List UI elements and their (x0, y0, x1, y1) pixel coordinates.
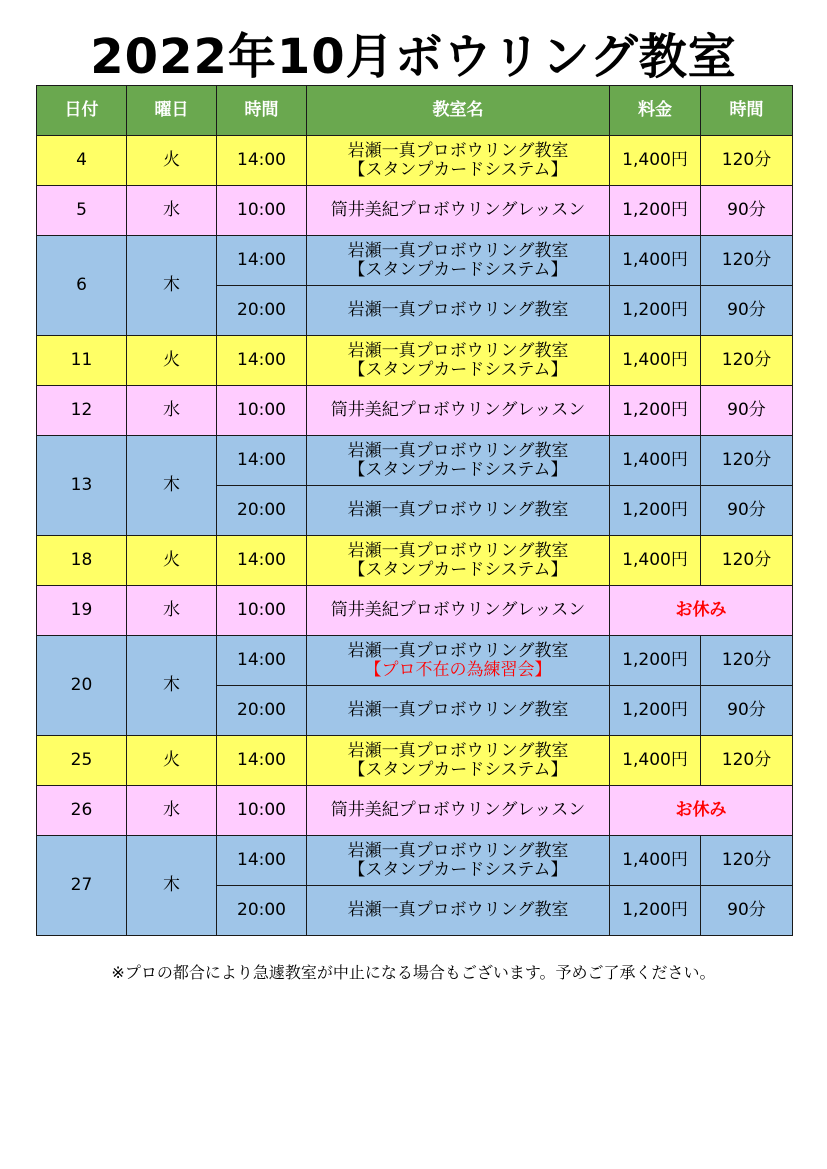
class-cell (307, 786, 610, 836)
class-cell (307, 836, 610, 886)
class-name: 岩瀬一真プロボウリング教室 (347, 540, 569, 561)
fee-cell: 1,200円 (610, 386, 701, 436)
date-cell: 20 (37, 636, 127, 736)
weekday-cell: 火 (127, 736, 217, 786)
class-note: 【スタンプカードシステム】 (348, 559, 568, 580)
time-cell: 14:00 (217, 736, 307, 786)
class-cell (307, 336, 610, 386)
weekday-cell: 水 (127, 186, 217, 236)
date-cell: 13 (37, 436, 127, 536)
class-cell (307, 686, 610, 736)
class-note: 【スタンプカードシステム】 (348, 159, 568, 180)
footnote: ※プロの都合により急遽教室が中止になる場合もございます。予めご了承ください。 (111, 963, 716, 982)
duration-cell: 120分 (701, 236, 793, 286)
fee-cell: 1,200円 (610, 886, 701, 936)
schedule-body (37, 136, 793, 936)
time-cell: 14:00 (217, 436, 307, 486)
time-cell: 20:00 (217, 486, 307, 536)
class-name: 筒井美紀プロボウリングレッスン (330, 800, 586, 820)
class-name: 岩瀬一真プロボウリング教室 (347, 700, 569, 720)
class-name: 筒井美紀プロボウリングレッスン (330, 600, 586, 620)
table-row (37, 786, 793, 836)
table-row (37, 536, 793, 586)
class-name: 筒井美紀プロボウリングレッスン (330, 400, 586, 420)
duration-cell: 120分 (701, 636, 793, 686)
duration-cell: 90分 (701, 186, 793, 236)
class-name: 岩瀬一真プロボウリング教室 (347, 500, 569, 520)
date-cell: 12 (37, 386, 127, 436)
time-cell: 10:00 (217, 586, 307, 636)
class-cell (307, 636, 610, 686)
date-cell: 5 (37, 186, 127, 236)
closed-cell: お休み (610, 586, 793, 636)
duration-cell: 90分 (701, 286, 793, 336)
table-row (37, 336, 793, 386)
weekday-cell: 火 (127, 536, 217, 586)
class-cell (307, 436, 610, 486)
fee-cell: 1,400円 (610, 436, 701, 486)
schedule-table (36, 85, 793, 936)
time-cell: 14:00 (217, 236, 307, 286)
fee-cell: 1,200円 (610, 486, 701, 536)
time-cell: 20:00 (217, 286, 307, 336)
class-name: 岩瀬一真プロボウリング教室 (347, 740, 569, 761)
time-cell: 10:00 (217, 386, 307, 436)
time-cell: 20:00 (217, 686, 307, 736)
fee-cell: 1,200円 (610, 186, 701, 236)
time-cell: 14:00 (217, 336, 307, 386)
table-row (37, 386, 793, 436)
duration-cell: 90分 (701, 686, 793, 736)
class-name: 筒井美紀プロボウリングレッスン (330, 200, 586, 220)
duration-cell: 90分 (701, 386, 793, 436)
class-note: 【スタンプカードシステム】 (348, 759, 568, 780)
class-name: 岩瀬一真プロボウリング教室 (347, 900, 569, 920)
date-cell: 6 (37, 236, 127, 336)
weekday-cell: 火 (127, 336, 217, 386)
class-name: 岩瀬一真プロボウリング教室 (347, 140, 569, 161)
weekday-cell: 水 (127, 586, 217, 636)
time-cell: 14:00 (217, 836, 307, 886)
time-cell: 14:00 (217, 136, 307, 186)
duration-cell: 120分 (701, 436, 793, 486)
page-title: 2022年10月ボウリング教室 (90, 29, 737, 85)
class-name: 岩瀬一真プロボウリング教室 (347, 340, 569, 361)
class-cell (307, 886, 610, 936)
duration-cell: 120分 (701, 736, 793, 786)
fee-cell: 1,400円 (610, 136, 701, 186)
header-weekday: 曜日 (127, 86, 217, 136)
date-cell: 25 (37, 736, 127, 786)
table-row (37, 586, 793, 636)
class-cell (307, 736, 610, 786)
table-row (37, 236, 793, 286)
weekday-cell: 木 (127, 836, 217, 936)
duration-cell: 120分 (701, 536, 793, 586)
fee-cell: 1,400円 (610, 836, 701, 886)
class-name: 岩瀬一真プロボウリング教室 (347, 640, 569, 661)
date-cell: 27 (37, 836, 127, 936)
fee-cell: 1,400円 (610, 336, 701, 386)
date-cell: 18 (37, 536, 127, 586)
time-cell: 10:00 (217, 186, 307, 236)
fee-cell: 1,200円 (610, 286, 701, 336)
class-cell (307, 286, 610, 336)
class-name: 岩瀬一真プロボウリング教室 (347, 240, 569, 261)
header-time: 時間 (217, 86, 307, 136)
weekday-cell: 水 (127, 786, 217, 836)
weekday-cell: 火 (127, 136, 217, 186)
date-cell: 4 (37, 136, 127, 186)
class-cell (307, 486, 610, 536)
class-note: 【プロ不在の為練習会】 (364, 659, 552, 680)
class-note: 【スタンプカードシステム】 (348, 459, 568, 480)
class-cell (307, 386, 610, 436)
date-cell: 11 (37, 336, 127, 386)
weekday-cell: 木 (127, 236, 217, 336)
class-name: 岩瀬一真プロボウリング教室 (347, 840, 569, 861)
duration-cell: 120分 (701, 136, 793, 186)
table-row (37, 136, 793, 186)
duration-cell: 90分 (701, 486, 793, 536)
class-note: 【スタンプカードシステム】 (348, 259, 568, 280)
duration-cell: 120分 (701, 836, 793, 886)
header-class-name: 教室名 (307, 86, 610, 136)
duration-cell: 90分 (701, 886, 793, 936)
table-header-row (37, 86, 793, 136)
class-note: 【スタンプカードシステム】 (348, 359, 568, 380)
header-date: 日付 (37, 86, 127, 136)
time-cell: 10:00 (217, 786, 307, 836)
weekday-cell: 木 (127, 636, 217, 736)
fee-cell: 1,200円 (610, 686, 701, 736)
fee-cell: 1,200円 (610, 636, 701, 686)
table-row (37, 836, 793, 886)
class-name: 岩瀬一真プロボウリング教室 (347, 440, 569, 461)
table-row (37, 736, 793, 786)
date-cell: 26 (37, 786, 127, 836)
table-row (37, 636, 793, 686)
fee-cell: 1,400円 (610, 536, 701, 586)
duration-cell: 120分 (701, 336, 793, 386)
fee-cell: 1,400円 (610, 236, 701, 286)
header-fee: 料金 (610, 86, 701, 136)
fee-cell: 1,400円 (610, 736, 701, 786)
class-cell (307, 186, 610, 236)
class-cell (307, 536, 610, 586)
weekday-cell: 水 (127, 386, 217, 436)
class-note: 【スタンプカードシステム】 (348, 859, 568, 880)
date-cell: 19 (37, 586, 127, 636)
closed-cell: お休み (610, 786, 793, 836)
class-cell (307, 586, 610, 636)
class-cell (307, 136, 610, 186)
header-duration: 時間 (701, 86, 793, 136)
table-row (37, 186, 793, 236)
time-cell: 20:00 (217, 886, 307, 936)
table-row (37, 436, 793, 486)
weekday-cell: 木 (127, 436, 217, 536)
time-cell: 14:00 (217, 536, 307, 586)
class-name: 岩瀬一真プロボウリング教室 (347, 300, 569, 320)
time-cell: 14:00 (217, 636, 307, 686)
class-cell (307, 236, 610, 286)
